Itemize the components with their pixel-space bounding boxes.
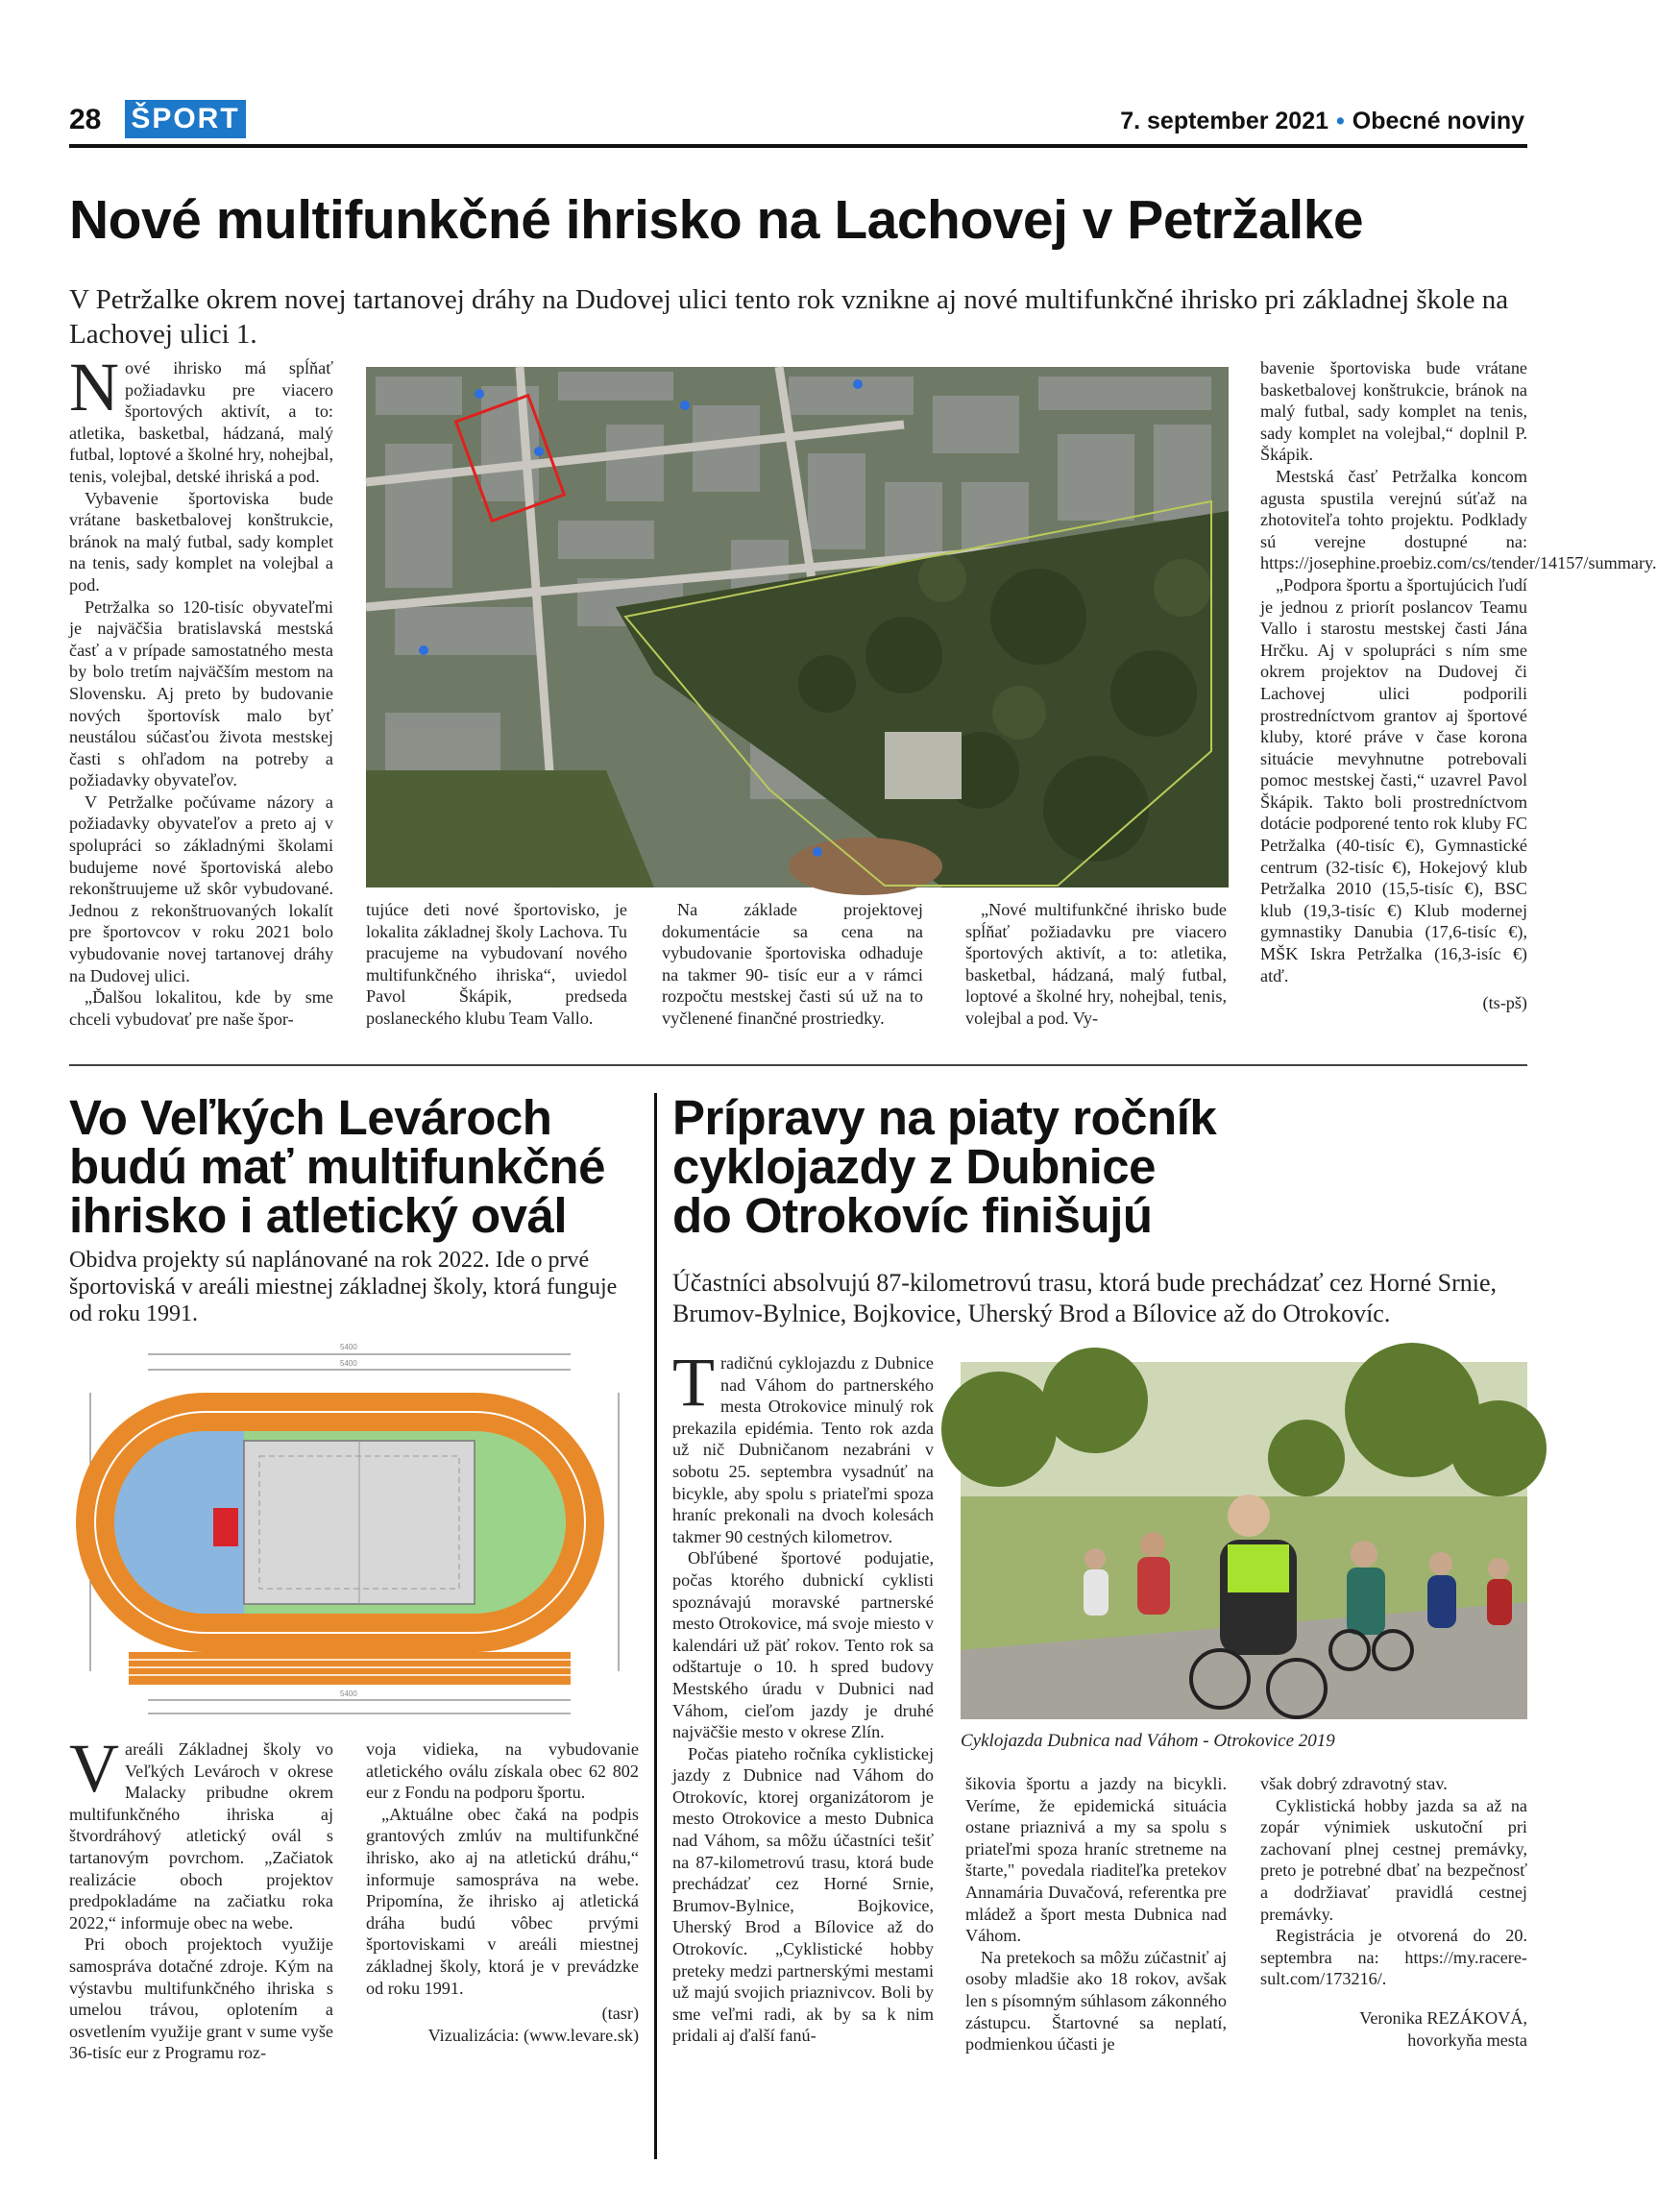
article3-headline: Prípravy na piaty ročník cyklojazdy z Dubnice do Otrokovíc finišujú (672, 1090, 1217, 1243)
dropcap: N (69, 349, 119, 425)
article3-author-role: hovorkyňa mesta (1407, 2030, 1527, 2050)
svg-text:5400: 5400 (340, 1343, 357, 1351)
article1-col2: tujúce deti nové športovisko, je lokalita základnej školy Lachova. Tu pracujeme na vybudovaní nového multifunkčného ihriska“, uviedol Pavol Škápik, predseda poslaneckého klubu Team Vallo. (366, 900, 627, 1028)
article3-col1: Tradičnú cyklojazdu z Dubnice nad Váhom do partnerského mesta Otrokovice minulý rok prekazila epidémia. Tento rok azda už nič Dubničanom nezabráni v sobotu 25. septembra vysadnúť na bicykle, aby spolu s priateľmi spoza hraníc prekonali na dvoch kolesách takmer 90 cestných kilometrov. Obľúbené športové podujatie, počas ktorého dubnickí cyklisti spoznávajú moravské partnerské mesto Otrokovice, má svoje miesto v kalendári už päť rokov. Tento rok sa odštartuje o 10. h spred budovy Mestského úradu v Dubnici nad Váhom, cieľom jazdy je druhé najväčšie mesto v okrese Zlín. Počas piateho ročníka cyklistickej jazdy z Dubnice nad Váhom do Otrokovíc, ktorej organizátorom je mesto Otrokovice a mesto Dubnica nad Váhom, sa môžu účastníci tešiť na 87-kilometrovú trasu, ktorá bude prechádzať cez Horné Srnie, Brumov-Bylnice, Bojkovice, Uherský Brod a Bílovice až do Otrokovíc. „Cyklistické hobby preteky medzi partnerskými mestami už majú svojich priaznivcov. Boli by sme veľmi radi, ak by sa k nim pridali aj ďalší fanú- (672, 1344, 934, 2046)
section-tag: ŠPORT (125, 100, 246, 138)
article2-lead: Obidva projekty sú naplánované na rok 2022. Ide o prvé športoviská v areáli miestnej základnej školy, ktorá funguje od roku 1991. (69, 1248, 618, 1326)
article3-col2: šikovia športu a jazdy na bicykli. Veríme, že epidemická situácia ostane priaznivá a my sa spolu s priateľmi spoza hraníc stretneme na štarte," povedala riaditeľka pretekov Annamária Duvačová, referentka pre mládež a šport mesta Dubnica nad Váhom. Na pretekoch sa môžu zúčastniť aj osoby mladšie ako 18 rokov, avšak len s písomným súhlasom zákonného zástupcu. Štartovné sa neplatí, podmienkou účasti je (965, 1774, 1227, 2054)
article3-col3: však dobrý zdravotný stav. Cyklistická hobby jazda sa až na zopár výnimiek uskutoční pri zachovaní plnej cestnej premávky, preto je potrebné dbať na bezpečnosť a dodržiavať pravidlá cestnej premávky. Registrácia je otvorená do 20. septembra na: https://my.racere-sult.com/173216/. Veronika REZÁKOVÁ, hovorkyňa mesta (1260, 1774, 1527, 2050)
article3-author: Veronika REZÁKOVÁ, (1359, 2007, 1527, 2028)
header-rule (69, 144, 1527, 148)
separator-dot: • (1336, 108, 1345, 134)
article-divider (69, 1064, 1527, 1066)
photo-caption: Cyklojazda Dubnica nad Váhom - Otrokovice 2019 (961, 1731, 1335, 1751)
aerial-map-photo (366, 367, 1229, 887)
article2-credit: Vizualizácia: (www.levare.sk) (427, 2025, 639, 2045)
article1-lead: V Petržalke okrem novej tartanovej dráhy na Dudovej ulici tento rok vznikne aj nové multifunkčné ihrisko pri základnej škole na Lachovej ulici 1. (69, 284, 1509, 350)
article1-col4: „Nové multifunkčné ihrisko bude spĺňať požiadavku pre viacero športových aktivít, a to: atletika, basketbal, hádzaná, malý futbal, loptové a školné hry, nohejbal, tenis, volejbal a pod. Vy- (965, 900, 1227, 1028)
article1-signature: (ts-pš) (1482, 993, 1527, 1013)
issue-info (1120, 108, 1524, 135)
issue-date: 7. september 2021 (1120, 108, 1329, 134)
dropcap: V (69, 1730, 119, 1807)
column-divider (654, 1093, 657, 2159)
svg-text:5400: 5400 (340, 1359, 357, 1368)
cyclists-photo (961, 1362, 1527, 1719)
publication-name: Obecné noviny (1352, 108, 1524, 134)
dropcap: T (672, 1344, 715, 1421)
article2-headline: Vo Veľkých Levároch budú mať multifunkčné ihrisko i atletický ovál (69, 1090, 605, 1243)
article1-col3: Na základe projektovej dokumentácie sa cena na vybudovanie športoviska odhaduje na takmer 90- tisíc eur a v rámci rozpočtu mestskej časti sú už na to vyčlenené finančné prostriedky. (662, 900, 923, 1028)
article2-signature: (tasr) (601, 2004, 639, 2024)
article2-col2: voja vidieka, na vybudovanie atletického oválu získala obec 62 802 eur z Fondu na podporu športu. „Aktuálne obec čaká na podpis grantových zmlúv na multifunkčné ihrisko, ako aj na atletickú dráhu,“ informuje samospráva na webe. Pripomína, že ihrisko aj atletická dráha budú vôbec prvými športoviskami v areáli miestnej základnej školy, ktorá je v prevádzke od roku 1991. (tasr) Vizualizácia: (www.levare.sk) (366, 1739, 639, 2045)
article1-col5: bavenie športoviska bude vrátane basketbalovej konštrukcie, bránok na malý futbal, sady komplet na tenis, sady komplet na volejbal,“ doplnil P. Škápik. Mestská časť Petržalka koncom agusta spustila verejnú súťaž na zhotoviteľa tohto projektu. Podklady sú verejne dostupné na: https://josephine.proebiz.com/cs/tender/14157/summary. „Podpora športu a športujúcich ľudí je jednou z priorít poslancov Teamu Vallo i starostu mestskej časti Jána Hrčku. Aj v spolupráci s ním sme okrem projektov na Dudovej či Lachovej ulici podporili prostredníctvom grantov aj športové kluby, ktoré práve v čase korona situácie mevyhnutne potrebovali pomoc mestskej časti,“ uzavrel Pavol Škápik. Takto boli prostredníctvom dotácie podporené tento rok kluby FC Petržalka (40-tisíc €), Gymnastické centrum (32-tisíc €), Hokejový klub Petržalka 2010 (15,5-tisíc €), BSC klub (19,3-tisíc €) Klub modernej gymnastiky Danubia (17,6-tisíc €), MŠK Iskra Petržalka (16,3-isíc €) atď. (ts-pš) (1260, 358, 1657, 1013)
article1-col1: Nové ihrisko má spĺňať požiadavku pre viacero športových aktivít, a to: atletika, basketbal, hádzaná, malý futbal, loptové a školné hry, nohejbal, tenis, volejbal, detské ihriská a pod. Vybavenie športoviska bude vrátane basketbalovej konštrukcie, bránok na malý futbal, sady komplet na tenis, sady komplet na volejbal a pod. Petržalka so 120-tisíc obyvateľmi je najväčšia bratislavská mestská časť a v prípade samostatného mesta by bolo tretím najväčším mestom na Slovensku. Aj preto by budovanie nových športovísk malo byť neustálou súčasťou života mestskej časti s ohľadom na potreby a požiadavky obyvateľov. V Petržalke počúvame názory a požiadavky obyvateľov a preto aj v spolupráci so základnými školami budujeme nové športoviská alebo rekonštruujeme už skôr vybudované. Jednou z rekonštruovaných lokalít pre športovcov v roku 2021 bolo vybudovanie novej tartanovej dráhy na Dudovej ulici. „Ďalšou lokalitou, kde by sme chceli vybudovať pre naše špor- (69, 349, 333, 1029)
article1-headline: Nové multifunkčné ihrisko na Lachovej v Petržalke (69, 189, 1364, 251)
article2-col1: Vareáli Základnej školy vo Veľkých Levároch v okrese Malacky pribudne okrem multifunkčného ihriska aj štvordráhový atletický ovál s tartanovým povrchom. „Začiatok realizácie oboch projektov predpokladáme na začiatku roka 2022,“ informuje obec na webe. Pri oboch projektoch využije samospráva dotačné zdroje. Kým na výstavbu multifunkčného ihriska s umelou trávou, oplotením a osvetlením využije grant v sume vyše 36-tisíc eur z Programu roz- (69, 1730, 333, 2063)
svg-text:5400: 5400 (340, 1689, 357, 1698)
page-number: 28 (69, 104, 102, 135)
athletic-oval-visualization (71, 1335, 638, 1723)
article3-lead: Účastníci absolvujú 87-kilometrovú trasu, ktorá bude prechádzať cez Horné Srnie, Brumov-Bylnice, Bojkovice, Uherský Brod a Bílovice až do Otrokovíc. (672, 1269, 1497, 1327)
